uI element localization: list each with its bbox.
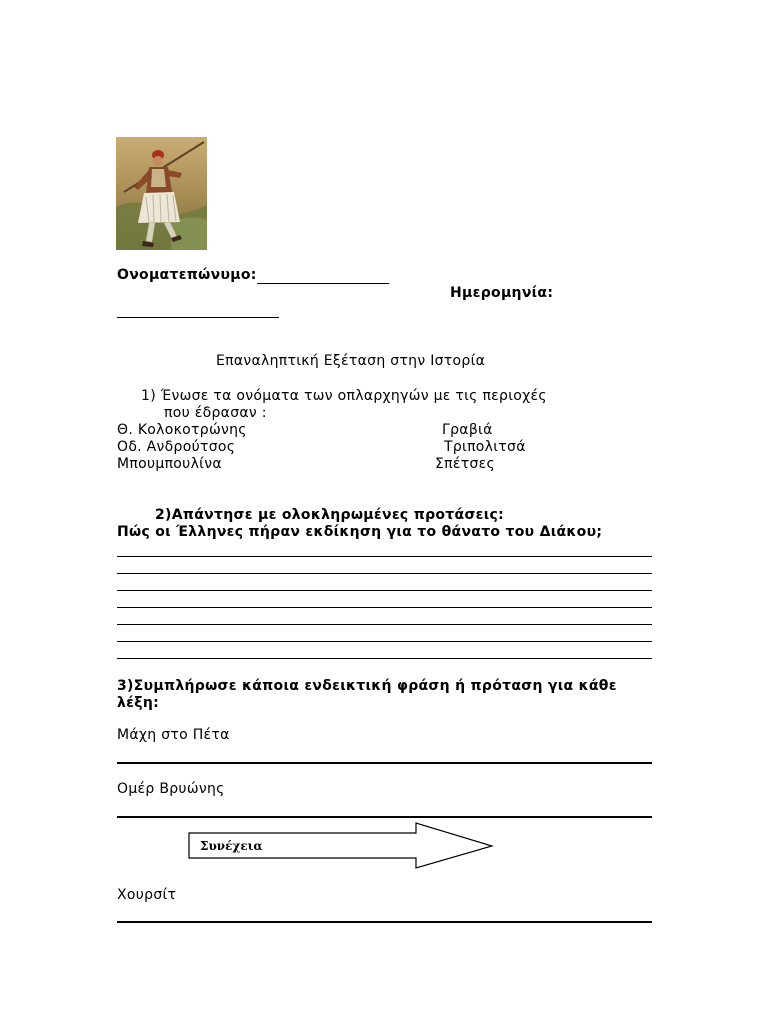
name-label: Ονοματεπώνυμο: bbox=[117, 267, 257, 283]
q1-right-item: Σπέτσες bbox=[435, 456, 496, 472]
q2-question: Πώς οι Έλληνες πήραν εκδίκηση για το θάνατο του Διάκου; bbox=[117, 524, 603, 540]
q1-text-line1: Ένωσε τα ονόματα των οπλαρχηγών με τις περιοχές bbox=[160, 388, 547, 404]
name-blank[interactable] bbox=[257, 268, 389, 284]
q1-heading bbox=[141, 388, 547, 405]
q1-right-item: Τριπολιτσά bbox=[444, 439, 526, 455]
q3-answer-line[interactable] bbox=[117, 921, 652, 923]
q1-right-item: Γραβιά bbox=[442, 422, 493, 438]
q1-number: 1) bbox=[141, 388, 156, 404]
q3-answer-line[interactable] bbox=[117, 762, 652, 764]
continue-label[interactable]: Συνέχεια bbox=[200, 839, 263, 853]
date-blank[interactable] bbox=[117, 317, 279, 318]
q1-left-item: Μπουμπουλίνα bbox=[117, 456, 222, 472]
q3-answer-line[interactable] bbox=[117, 816, 652, 818]
q3-item-label: Μάχη στο Πέτα bbox=[117, 727, 230, 743]
answer-line[interactable] bbox=[117, 624, 652, 625]
q1-text-line2: που έδρασαν : bbox=[164, 405, 267, 421]
q1-left-item: Θ. Κολοκοτρώνης bbox=[117, 422, 247, 438]
q3-heading-line2: λέξη: bbox=[117, 695, 159, 711]
q3-item-label: Ομέρ Βρυώνης bbox=[117, 781, 225, 797]
name-field[interactable] bbox=[117, 267, 389, 284]
q3-heading-line1: 3)Συμπλήρωσε κάποια ενδεικτική φράση ή πρόταση για κάθε bbox=[117, 678, 617, 694]
q2-heading: 2)Απάντησε με ολοκληρωμένες προτάσεις: bbox=[155, 507, 505, 523]
q1-left-item: Οδ. Ανδρούτσος bbox=[117, 439, 236, 455]
page-title: Επαναληπτική Εξέταση στην Ιστορία bbox=[216, 353, 486, 369]
answer-line[interactable] bbox=[117, 556, 652, 557]
answer-line[interactable] bbox=[117, 573, 652, 574]
answer-line[interactable] bbox=[117, 607, 652, 608]
fighter-portrait-image bbox=[116, 137, 207, 250]
q3-item-label: Χουρσίτ bbox=[117, 887, 177, 903]
answer-line[interactable] bbox=[117, 590, 652, 591]
answer-line[interactable] bbox=[117, 641, 652, 642]
date-label: Ημερομηνία: bbox=[450, 285, 554, 301]
answer-line[interactable] bbox=[117, 658, 652, 659]
